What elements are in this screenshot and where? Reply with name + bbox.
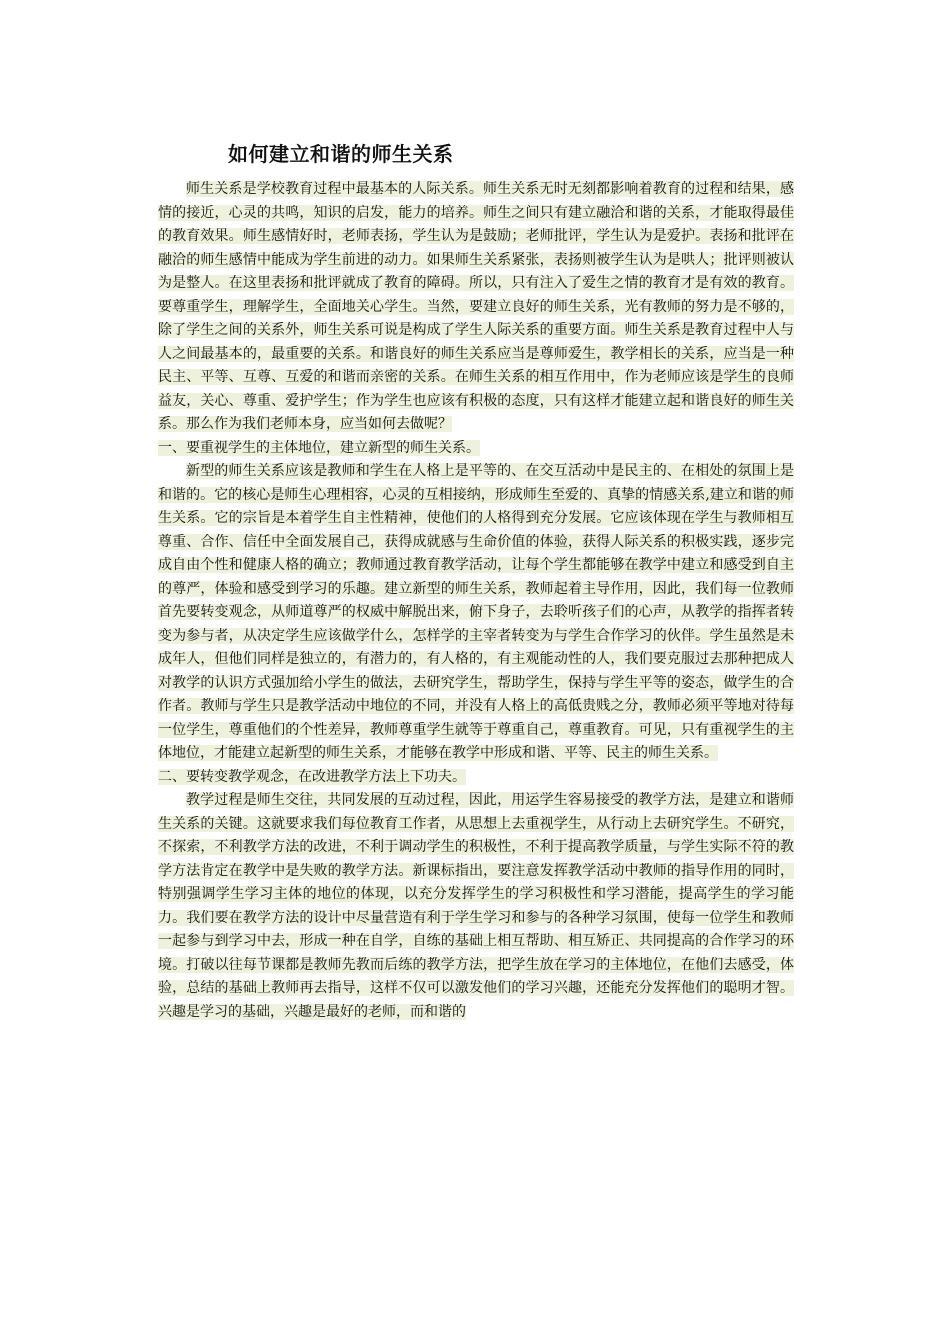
intro-paragraph <box>158 178 794 437</box>
intro-paragraph-text: 师生关系是学校教育过程中最基本的人际关系。师生关系无时无刻都影响着教育的过程和结果，感情的接近，心灵的共鸣，知识的启发，能力的培养。师生之间只有建立融洽和谐的关系，才能取得最佳的教育效果。师生感情好时，老师表扬，学生认为是鼓励；老师批评，学生认为是爱护。表扬和批评在融洽的师生感情中能成为学生前进的动力。如果师生关系紧张，表扬则被学生认为是哄人；批评则被认为是整人。在这里表扬和批评就成了教育的障碍。所以，只有注入了爱生之情的教育才是有效的教育。要尊重学生，理解学生，全面地关心学生。当然，要建立良好的师生关系，光有教师的努力是不够的，除了学生之间的关系外，师生关系可说是构成了学生人际关系的重要方面。师生关系是教育过程中人与人之间最基本的，最重要的关系。和谐良好的师生关系应当是尊师爱生，教学相长的关系，应当是一种民主、平等、互尊、互爱的和谐而亲密的关系。在师生关系的相互作用中，作为老师应该是学生的良师益友，关心、尊重、爱护学生；作为学生也应该有积极的态度，只有这样才能建立起和谐良好的师生关系。那么作为我们老师本身，应当如何去做呢？ <box>158 181 794 432</box>
section-heading-1-text: 一、要重视学生的主体地位，建立新型的师生关系。 <box>158 439 480 456</box>
section-1-paragraph <box>158 460 794 766</box>
section-2-paragraph <box>158 789 794 1024</box>
section-heading-2-text: 二、要转变教学观念，在改进教学方法上下功夫。 <box>158 768 466 785</box>
section-1-paragraph-text: 新型的师生关系应该是教师和学生在人格上是平等的、在交互活动中是民主的、在相处的氛围上是和谐的。它的核心是师生心理相容，心灵的互相接纳，形成师生至爱的、真挚的情感关系,建立和谐的师生关系。它的宗旨是本着学生自主性精神，使他们的人格得到充分发展。它应该体现在学生与教师相互尊重、合作、信任中全面发展自己，获得成就感与生命价值的体验，获得人际关系的积极实践，逐步完成自由个性和健康人格的确立；教师通过教育教学活动，让每个学生都能够在教学中建立和感受到自主的尊严，体验和感受到学习的乐趣。建立新型的师生关系，教师起着主导作用，因此，我们每一位教师首先要转变观念，从师道尊严的权威中解脱出来，俯下身子，去聆听孩子们的心声，从教学的指挥者转变为参与者，从决定学生应该做学什么，怎样学的主宰者转变为与学生合作学习的伙伴。学生虽然是未成年人，但他们同样是独立的，有潜力的，有人格的，有主观能动性的人，我们要克服过去那种把成人对教学的认识方式强加给小学生的做法，去研究学生，帮助学生，保持与学生平等的姿态，做学生的合作者。教师与学生只是教学活动中地位的不同，并没有人格上的高低贵贱之分，教师必须平等地对待每一位学生，尊重他们的个性差异，教师尊重学生就等于尊重自己，尊重教育。可见，只有重视学生的主体地位，才能建立起新型的师生关系，才能够在教学中形成和谐、平等、民主的师生关系。 <box>158 463 794 761</box>
section-2-paragraph-text: 教学过程是师生交往，共同发展的互动过程，因此，用运学生容易接受的教学方法，是建立和谐师生关系的关键。这就要求我们每位教育工作者，从思想上去重视学生，从行动上去研究学生。不研究，不探索，不利教学方法的改进，不利于调动学生的积极性，不利于提高教学质量，与学生实际不符的教学方法肯定在教学中是失败的教学方法。新课标指出，要注意发挥教学活动中教师的指导作用的同时，特别强调学生学习主体的地位的体现，以充分发挥学生的学习积极性和学习潜能，提高学生的学习能力。我们要在教学方法的设计中尽量营造有利于学生学习和参与的各种学习氛围，使每一位学生和教师一起参与到学习中去，形成一种在自学，自练的基础上相互帮助、相互矫正、共同提高的合作学习的环境。打破以往每节课都是教师先教而后练的教学方法，把学生放在学习的主体地位，在他们去感受，体验，总结的基础上教师再去指导，这样不仅可以激发他们的学习兴趣，还能充分发挥他们的聪明才智。兴趣是学习的基础，兴趣是最好的老师，而和谐的 <box>158 792 794 1020</box>
section-heading-2 <box>158 766 794 790</box>
document-body <box>158 178 794 1024</box>
section-heading-1 <box>158 437 794 461</box>
document-title: 如何建立和谐的师生关系 <box>228 142 454 166</box>
